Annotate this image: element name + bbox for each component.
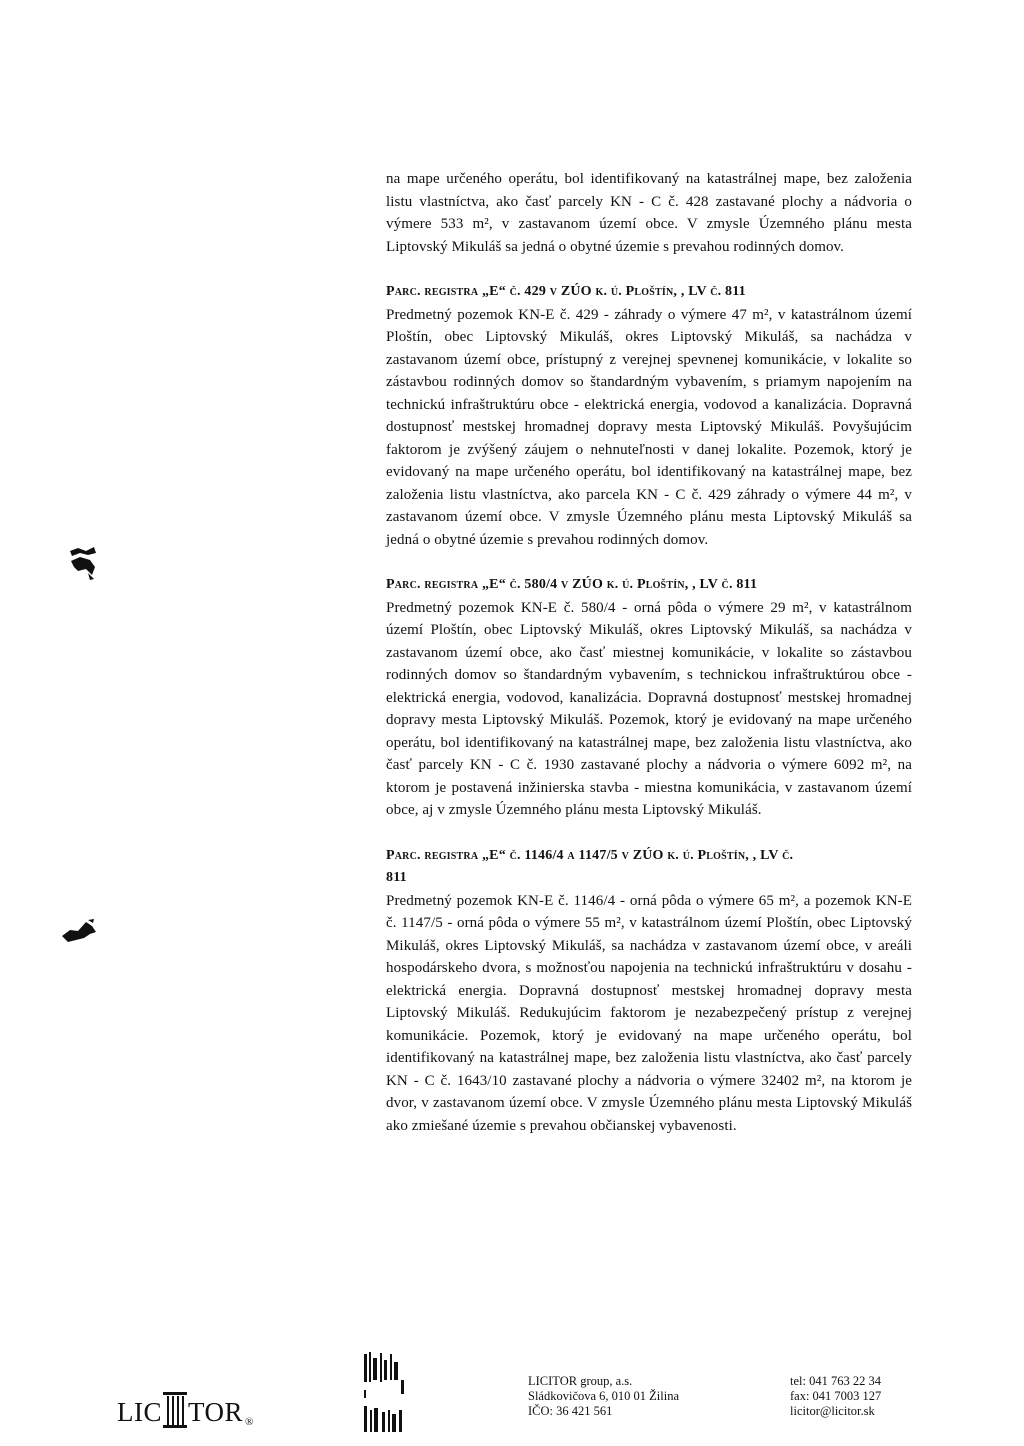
text-line: vybavenosti. (659, 1117, 737, 1134)
company-address (528, 1374, 679, 1419)
text-line: Mikuláš sa jedná o obytné územie s prevahou rodinných domov. (386, 509, 912, 548)
text-line: zastavané plochy a nádvoria o výmere 533 m², v zastavanom území (386, 193, 913, 232)
text-line: infraštruktúru obce - elektrická energia, vodovod a kanalizácia. (450, 396, 847, 413)
text-line: ktorý je evidovaný na mape určeného operátu, bol identifikovaný na (386, 712, 912, 751)
company-phone: tel: 041 763 22 34 (790, 1374, 881, 1388)
licitor-logo (117, 1392, 254, 1428)
text-line: dopravy mesta Liptovský Mikuláš. Redukujúcim faktorom je (386, 982, 913, 1021)
section-parcel-580-4 (386, 574, 912, 822)
text-line: danej lokalite. Pozemok, ktorý je evidovaný na mape určeného (386, 441, 912, 480)
text-line: ktorom je dvor, v zastavanom území obce. V zmysle Územného plánu (386, 1072, 912, 1111)
text-line: Mikuláš. Povyšujúcim faktorom je zvýšený záujem o nehnuteľnosti v (386, 419, 912, 458)
text-line: mesta Liptovský Mikuláš ako zmiešané územie s prevahou občianskej (386, 1095, 913, 1134)
section-parcel-429 (386, 281, 912, 551)
text-line: mestskej hromadnej dopravy mesta Liptovský Mikuláš. Pozemok, (386, 689, 912, 728)
paragraph (386, 168, 912, 258)
section-parcel-1146-4 (386, 845, 912, 1138)
section-heading: Parc. registra „E“ č. 1146/4 a 1147/5 v ZÚO k. ú. Ploštín, , LV č. (386, 847, 794, 863)
text-line: Predmetný pozemok KN-E č. 429 - záhrady o výmere 47 m², v (386, 306, 786, 323)
text-line: štandardným vybavením, s technickou infraštruktúrou obce - (523, 667, 912, 683)
section-heading: Parc. registra „E“ č. 429 v ZÚO k. ú. Ploštín, , LV č. 811 (386, 284, 746, 299)
text-line: elektrická energia. Dopravná dostupnosť mestskej hromadnej (386, 982, 803, 999)
company-email[interactable]: licitor@licitor.sk (790, 1404, 875, 1418)
text-line: - C č. 1643/10 zastavané plochy a nádvoria o výmere 32402 m², na (413, 1072, 846, 1089)
text-line: obce. V zmysle Územného plánu mesta Liptovský Mikuláš sa jedná o (386, 216, 912, 255)
scan-mark-icon (60, 918, 98, 944)
barcode-icon (362, 1350, 412, 1436)
section-heading: Parc. registra „E“ č. 580/4 v ZÚO k. ú. Ploštín, , LV č. 811 (386, 577, 758, 592)
text-line: je postavená inžinierska stavba - miestna komunikácia, v zastavanom (435, 779, 870, 796)
paragraph (386, 597, 912, 822)
text-line: možnosťou napojenia na technickú infraštruktúru v dosahu - (536, 960, 912, 976)
registered-mark: ® (245, 1416, 254, 1428)
company-name: LICITOR group, a.s. (528, 1374, 633, 1388)
text-line: Mikuláš, sa nachádza v zastavanom území obce, prístupný z verejnej (386, 329, 913, 368)
text-line: území obce, aj v zmysle Územného plánu mesta Liptovský Mikuláš. (386, 779, 912, 818)
text-line: Dopravná dostupnosť mestskej hromadnej dopravy mesta Liptovský (386, 396, 912, 435)
company-ico: IČO: 36 421 561 (528, 1404, 613, 1418)
section-heading-cont: 811 (386, 870, 407, 885)
pillar-icon (163, 1392, 187, 1428)
text-line: Predmetný pozemok KN-E č. 580/4 - orná pôda o výmere 29 m², v (386, 599, 827, 616)
text-line: katastrálnej mape, bez založenia listu vlastníctva, ako časť parcely KN (386, 1050, 913, 1089)
text-line: zastavanom území obce. V zmysle Územného plánu mesta Liptovský (386, 509, 836, 525)
text-line: - C č. 1930 zastavané plochy a nádvoria o výmere 6092 m², na ktorom (386, 757, 912, 796)
text-line: nachádza v zastavanom území obce, v areáli hospodárskeho dvora, s (386, 937, 912, 976)
text-line: spevnenej komunikácie, v lokalite so zástavbou rodinných domov so (386, 351, 912, 390)
text-line: katastrálnom území Ploštín, obec Liptovský Mikuláš, okres Liptovský (386, 599, 913, 638)
scan-mark-icon (68, 545, 98, 581)
logo-text-left: LIC (117, 1397, 162, 1427)
text-line: operátu, bol identifikovaný na katastrálnej mape, bez založenia listu (386, 464, 912, 503)
text-line: katastrálnej mape, bez založenia listu vlastníctva, ako časť parcely KN (386, 734, 912, 773)
company-street: Sládkovičova 6, 010 01 Žilina (528, 1389, 680, 1403)
text-line: území Ploštín, obec Liptovský Mikuláš, okres Liptovský Mikuláš, sa (386, 915, 912, 954)
document-body (386, 168, 912, 1137)
text-line: katastrálnom území Ploštín, obec Liptovský Mikuláš, okres Liptovský (386, 306, 912, 345)
text-line: Mikuláš, sa nachádza v zastavanom území obce, ako časť miestnej (386, 622, 912, 661)
text-line: obytné územie s prevahou rodinných domov. (570, 238, 845, 255)
paragraph (386, 304, 912, 552)
section-intro (386, 168, 912, 258)
text-line: komunikácie, v lokalite so zástavbou rodinných domov so (386, 644, 912, 683)
text-line: pozemok KN-E č. 1147/5 - orná pôda o výmere 55 m², v katastrálnom (386, 892, 912, 931)
company-contact (790, 1374, 881, 1419)
text-line: na mape určeného operátu, bol identifikovaný na katastrálnej mape, (386, 171, 821, 187)
text-line: štandardným vybavením, s priamym napojením na technickú (386, 374, 912, 413)
text-line: Predmetný pozemok KN-E č. 1146/4 - orná pôda o výmere 65 m², a (386, 892, 811, 909)
company-fax: fax: 041 7003 127 (790, 1389, 882, 1403)
logo-text-right: TOR (188, 1397, 244, 1427)
text-line: vlastníctva, ako parcela KN - C č. 429 záhrady o výmere 44 m², v (482, 486, 912, 503)
paragraph (386, 890, 912, 1138)
text-line: nezabezpečený prístup z verejnej komunikácie. Pozemok, ktorý je (386, 1005, 912, 1044)
text-line: elektrická energia, vodovod, kanalizácia. Dopravná dostupnosť (386, 689, 782, 706)
text-line: bez založenia listu vlastníctva, ako časť parcely KN - C č. 428 (386, 171, 913, 210)
text-line: evidovaný na mape určeného operátu, bol identifikovaný na (386, 1027, 912, 1066)
